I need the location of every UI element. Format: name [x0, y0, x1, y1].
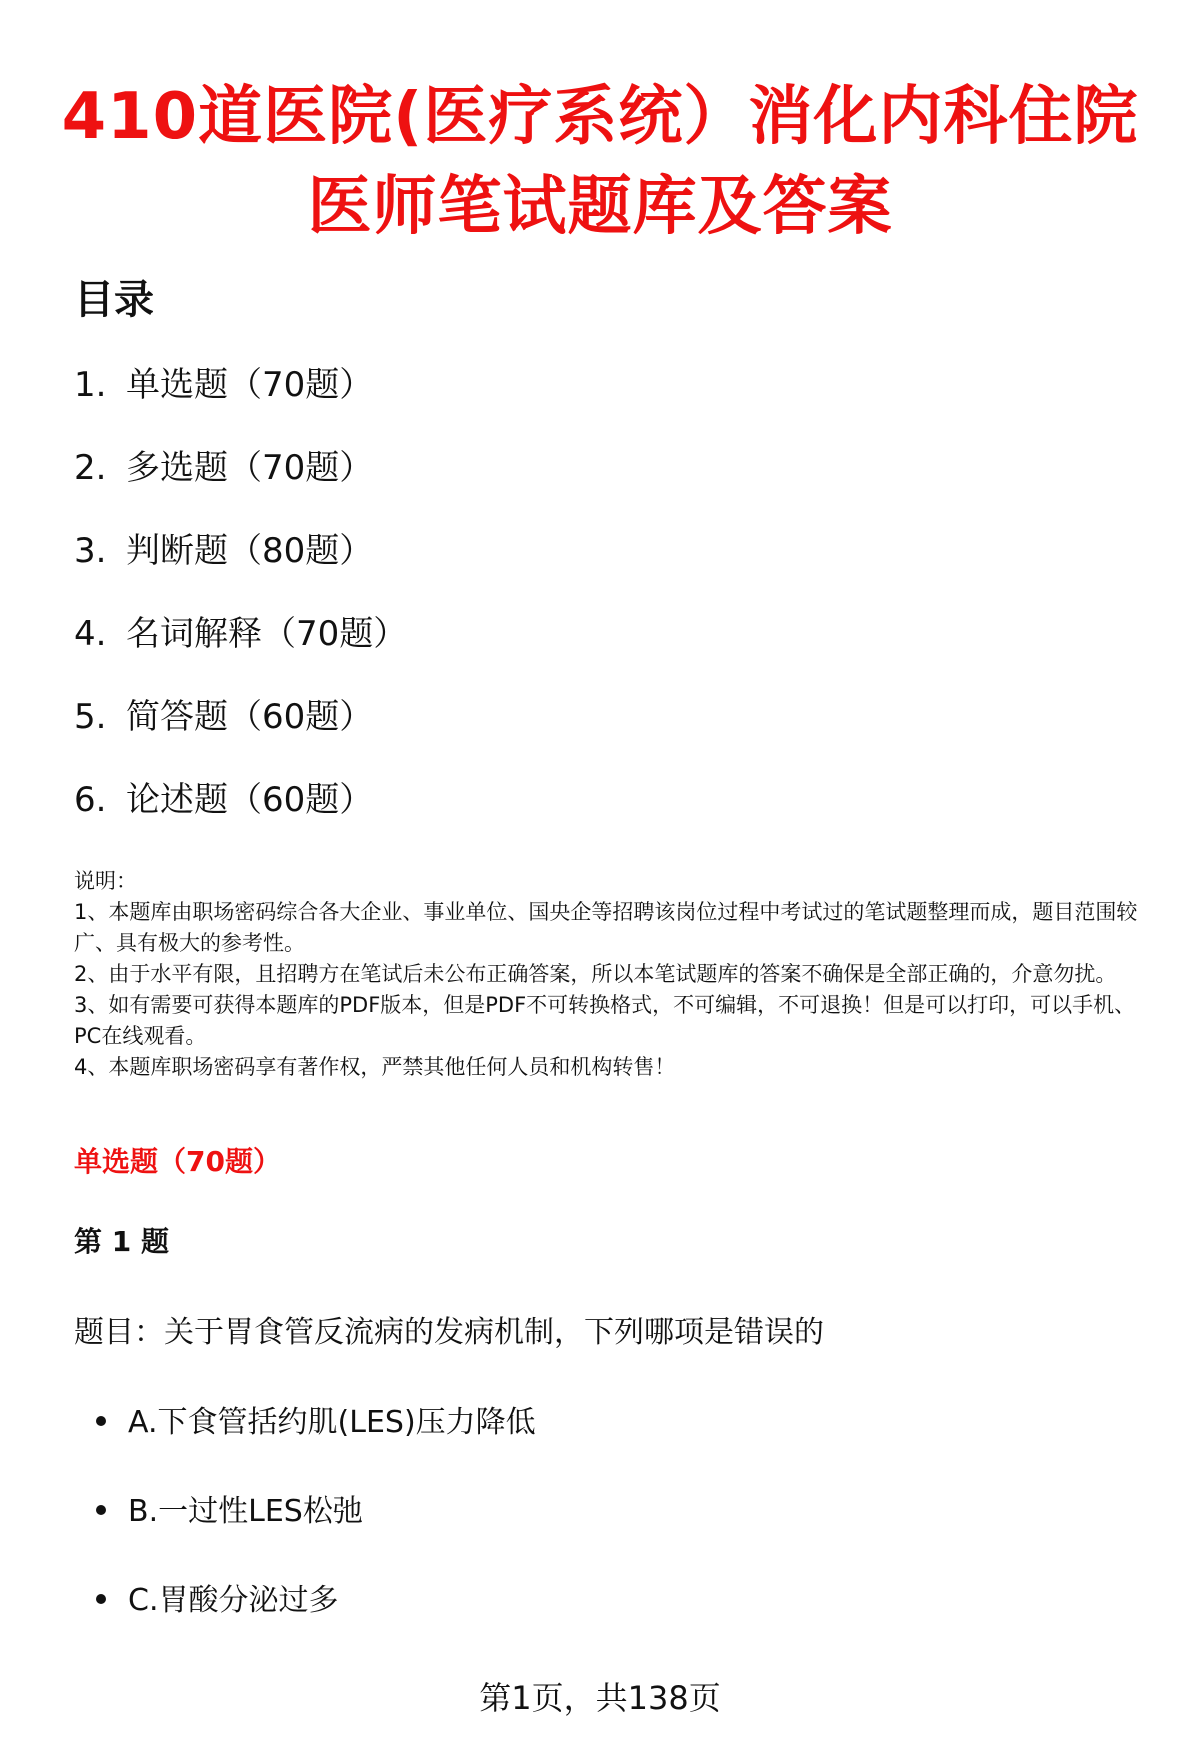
toc-item-label: 单选题（70题） [126, 365, 374, 405]
toc-item [74, 526, 407, 609]
option-text: B.一过性LES松弛 [128, 1494, 363, 1529]
notes-block [74, 866, 1160, 1083]
page-footer: 第1页，共138页 [479, 1679, 721, 1717]
question-number: 第 1 题 [74, 1225, 169, 1258]
toc-item [74, 360, 407, 443]
note-item: 1、本题库由职场密码综合各大企业、事业单位、国央企等招聘该岗位过程中考试过的笔试题整理而成，题目范围较广、具有极大的参考性。 [74, 900, 1138, 955]
toc-item-label: 简答题（60题） [126, 697, 374, 737]
option-item [96, 1402, 536, 1491]
notes-heading: 说明： [74, 869, 137, 893]
toc-item-number: 3. [74, 531, 107, 571]
bullet-icon [96, 1505, 106, 1515]
section-heading: 单选题（70题） [74, 1145, 281, 1178]
toc-item-number: 2. [74, 448, 107, 488]
document-title: 410道医院(医疗系统）消化内科住院医师笔试题库及答案 [61, 80, 1139, 244]
option-item [96, 1491, 536, 1580]
toc-item-label: 论述题（60题） [126, 780, 374, 820]
option-text: C.胃酸分泌过多 [128, 1583, 339, 1618]
option-list [96, 1402, 536, 1669]
toc-heading: 目录 [74, 277, 154, 323]
note-item: 2、由于水平有限，且招聘方在笔试后未公布正确答案，所以本笔试题库的答案不确保是全部正确的，介意勿扰。 [74, 962, 1117, 986]
bullet-icon [96, 1416, 106, 1426]
toc-item-number: 1. [74, 365, 107, 405]
question-stem: 题目：关于胃食管反流病的发病机制，下列哪项是错误的 [74, 1315, 824, 1350]
bullet-icon [96, 1594, 106, 1604]
toc-list [74, 360, 407, 858]
note-item: 3、如有需要可获得本题库的PDF版本，但是PDF不可转换格式，不可编辑，不可退换！但是可以打印，可以手机、PC在线观看。 [74, 993, 1136, 1048]
note-item: 4、本题库职场密码享有著作权，严禁其他任何人员和机构转售！ [74, 1055, 676, 1079]
toc-item-label: 多选题（70题） [126, 448, 374, 488]
toc-item-number: 4. [74, 614, 107, 654]
toc-item-number: 5. [74, 697, 107, 737]
toc-item [74, 692, 407, 775]
toc-item-label: 判断题（80题） [126, 531, 374, 571]
toc-item [74, 443, 407, 526]
toc-item-label: 名词解释（70题） [126, 614, 408, 654]
option-text: A.下食管括约肌(LES)压力降低 [128, 1405, 536, 1440]
toc-item [74, 609, 407, 692]
option-item [96, 1580, 536, 1669]
toc-item-number: 6. [74, 780, 107, 820]
toc-item [74, 775, 407, 858]
